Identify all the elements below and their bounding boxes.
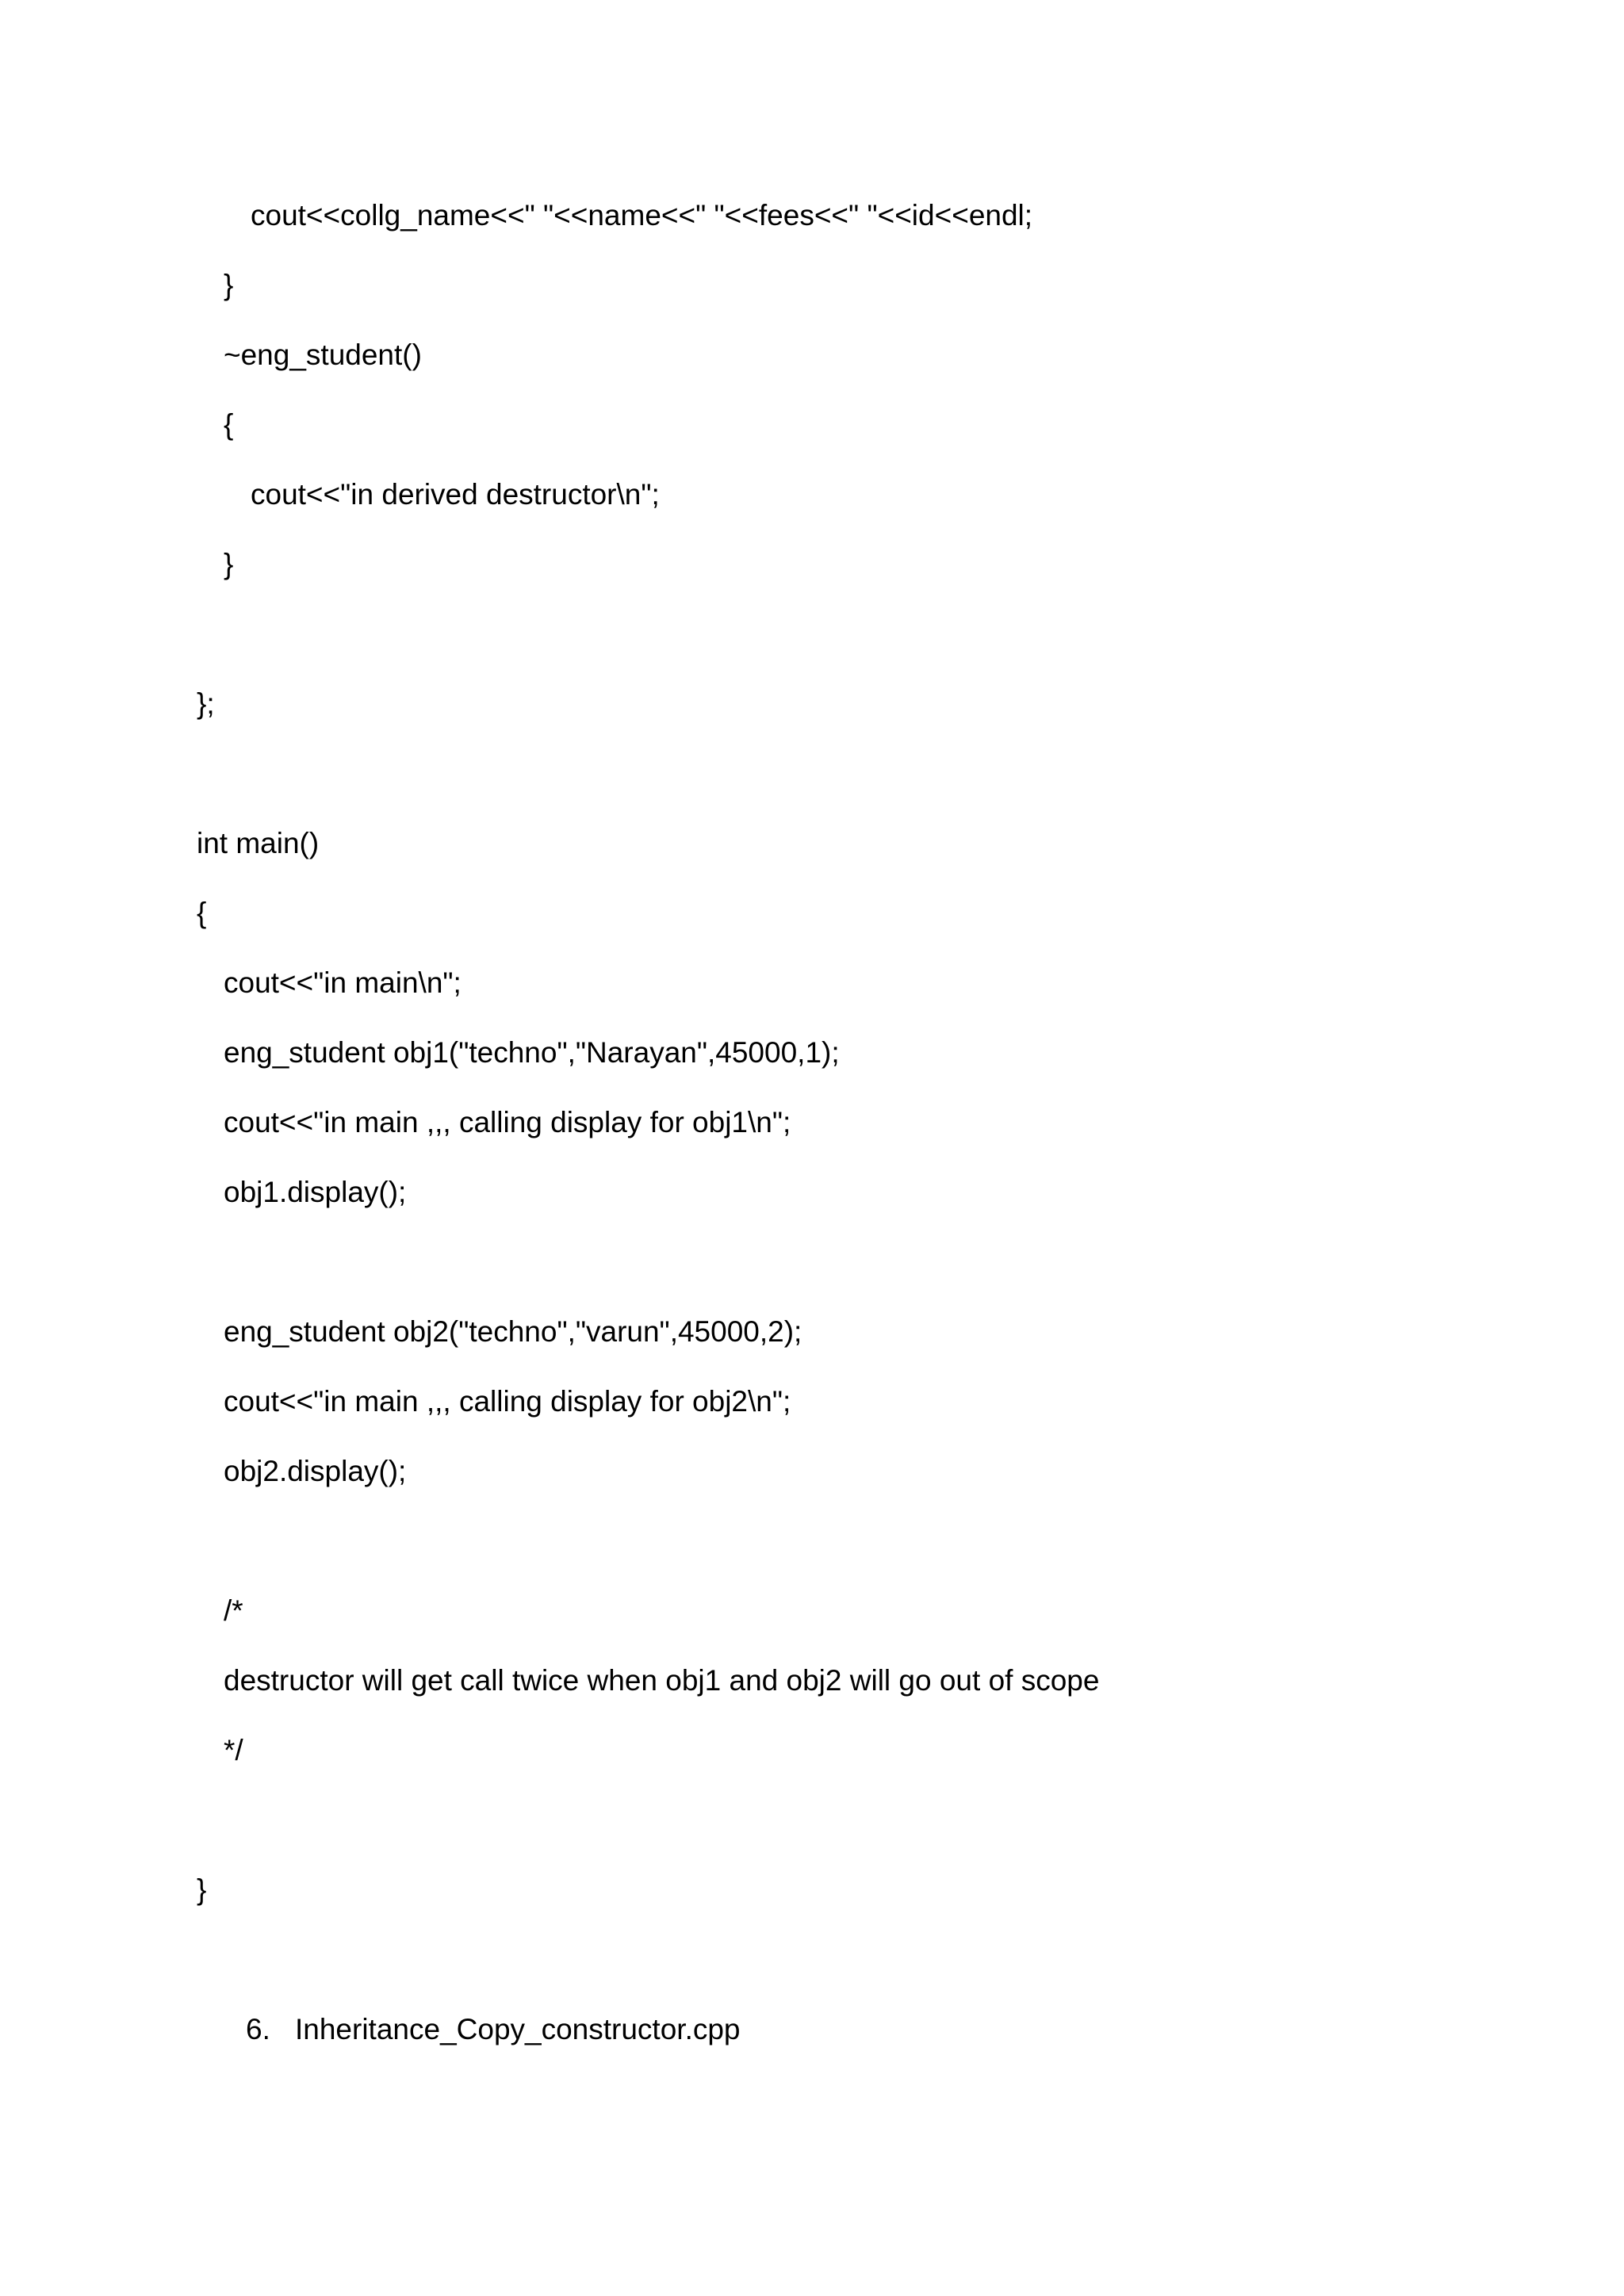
list-item-number: 6. (246, 2013, 270, 2045)
code-line: eng_student obj2("techno","varun",45000,2); (224, 1315, 802, 1348)
code-line: cout<<collg_name<<" "<<name<<" "<<fees<<" "<<id<<endl; (251, 199, 1033, 232)
code-line: { (197, 897, 207, 929)
code-line: } (197, 1873, 207, 1906)
code-line: cout<<"in derived destructor\n"; (251, 478, 660, 511)
code-line: cout<<"in main ,,, calling display for obj1\n"; (224, 1106, 791, 1138)
code-line: obj1.display(); (224, 1176, 407, 1208)
code-line: obj2.display(); (224, 1455, 407, 1487)
code-line: destructor will get call twice when obj1 and obj2 will go out of scope (224, 1664, 1100, 1697)
code-line: /* (224, 1594, 243, 1627)
code-line: { (224, 408, 234, 441)
code-line: eng_student obj1("techno","Narayan",45000,1); (224, 1036, 840, 1069)
code-line: ~eng_student() (224, 339, 422, 371)
list-item-label: Inheritance_Copy_constructor.cpp (295, 2013, 741, 2045)
code-line: cout<<"in main ,,, calling display for obj2\n"; (224, 1385, 791, 1418)
code-line: cout<<"in main\n"; (224, 966, 462, 999)
code-line: } (224, 269, 234, 301)
code-line: } (224, 548, 234, 580)
code-line: int main() (197, 827, 320, 859)
code-line: }; (197, 687, 215, 720)
code-line: */ (224, 1734, 243, 1766)
